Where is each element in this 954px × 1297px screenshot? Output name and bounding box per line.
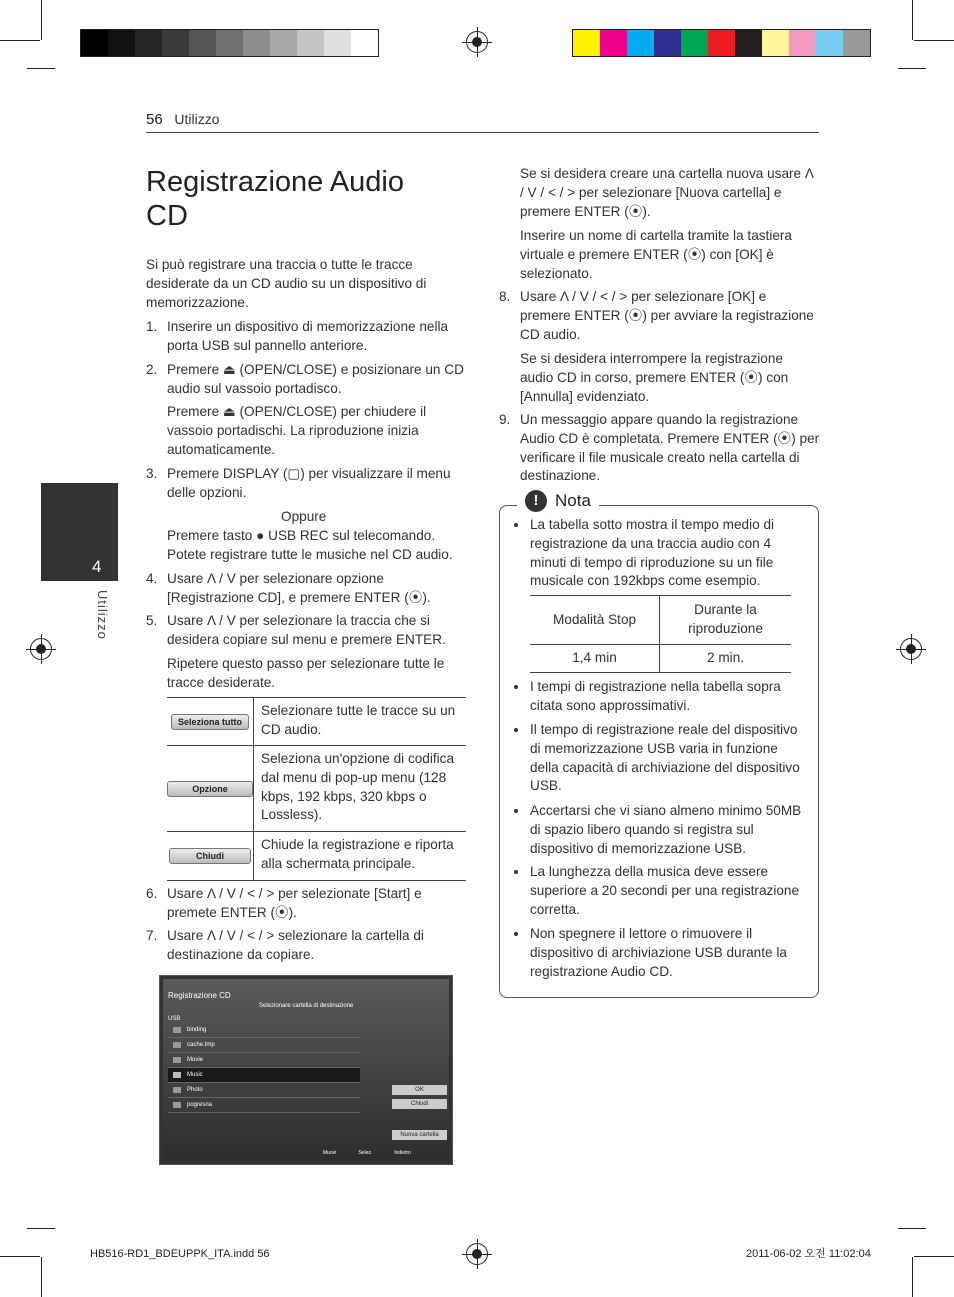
new-folder-button[interactable]: Nuova cartella <box>392 1130 447 1140</box>
screen-root: USB <box>168 1016 181 1022</box>
step-3: 3. Premere DISPLAY (▢) per visualizzare il menu delle opzioni. Oppure Premere tasto ● USB REC sul telecomando. Potete registrare tutte le musiche nel CD audio. <box>146 466 453 562</box>
note-bullet-2: I tempi di registrazione nella tabella sopra citata sono approssimativi. <box>530 679 781 713</box>
screen-nav-hints <box>323 1149 411 1158</box>
options-table <box>167 697 466 881</box>
page-number: 56 <box>146 111 163 128</box>
nav-move: Muovi <box>323 1150 337 1156</box>
note-bullet-4: Accertarsi che vi siano almeno minimo 50MB di spazio libero quando si registra sul dispositivo di memorizzazione USB. <box>530 803 802 856</box>
screen-close-button[interactable]: Chiudi <box>392 1099 447 1109</box>
table-row: Chiudi Chiude la registrazione e riporta alla schermata principale. <box>167 832 466 881</box>
list-item[interactable]: Photo <box>168 1083 360 1098</box>
page-header <box>146 110 219 130</box>
close-button[interactable]: Chiudi <box>169 848 251 864</box>
list-item-selected[interactable]: Music <box>168 1068 360 1083</box>
note-bullet-5: La lunghezza della musica deve essere superiore a 20 secondi per una registrazione corretta. <box>530 864 800 917</box>
table-row: Opzione Seleziona un'opzione di codifica dal menu di pop-up menu (128 kbps, 192 kbps, 320 kbps o Lossless). <box>167 746 466 832</box>
step-2: 2. Premere ⏏ (OPEN/CLOSE) e posizionare un CD audio sul vassoio portadisco. Premere ⏏ (OPEN/CLOSE) per chiudere il vassoio portadischi. La riproduzione inizia automaticamente. <box>146 362 464 457</box>
intro-text: Si può registrare una traccia o tutte le tracce desiderate da un CD audio su un dispositivo di memorizzazione. <box>146 257 427 310</box>
recording-time-table: Modalità Stop Durante la riproduzione 1,4 min 2 min. <box>530 595 791 673</box>
exclamation-icon: ! <box>525 490 547 512</box>
list-item[interactable]: binding <box>168 1023 360 1038</box>
note-bullet-6: Non spegnere il lettore o rimuovere il dispositivo di archiviazione USB durante la registrazione Audio CD. <box>530 926 787 979</box>
note-label: Nota <box>555 490 591 510</box>
page-title: Registrazione Audio CD <box>146 166 404 232</box>
screen-subtitle: Selezionare cartella di destinazione <box>259 1003 354 1009</box>
step-6: 6. Usare Λ / V / < / > per selezionate [Start] e premete ENTER (⦿). <box>146 886 422 920</box>
note-bullet-3: Il tempo di registrazione reale del dispositivo di memorizzazione USB varia in funzione della capacità di archiviazione del dispositivo USB. <box>530 722 800 794</box>
step-4: 4. Usare Λ / V per selezionare opzione [Registrazione CD], e premere ENTER (⦿). <box>146 571 431 605</box>
screen-title: Registrazione CD <box>168 991 231 1000</box>
footer-file: HB516-RD1_BDEUPPK_ITA.indd 56 <box>90 1248 270 1260</box>
step-5: 5. Usare Λ / V per selezionare la traccia che si desidera copiare sul menu e premere ENTER. Ripetere questo passo per selezionare tutte le tracce desiderate. <box>146 613 446 690</box>
footer-date: 2011-06-02 오전 11:02:04 <box>746 1248 871 1260</box>
step-8: 8. Usare Λ / V / < / > per selezionare [OK] e premere ENTER (⦿) per avviare la registrazione CD audio. Se si desidera interrompere la registrazione audio CD in corso, premere ENTER (⦿) con [Annulla] evidenziato. <box>499 289 814 404</box>
step-7: 7. Usare Λ / V / < / > selezionare la cartella di destinazione da copiare. <box>146 928 424 962</box>
registration-mark-bottom <box>466 1243 488 1265</box>
select-all-button[interactable]: Seleziona tutto <box>171 714 249 730</box>
folder-list <box>168 1023 360 1113</box>
recording-screen-image <box>159 975 453 1165</box>
nav-back: Indietro <box>394 1150 411 1156</box>
chapter-number: 4 <box>92 557 102 576</box>
registration-mark-right <box>900 638 922 660</box>
color-bar <box>572 29 871 57</box>
chapter-tab <box>41 483 118 581</box>
grayscale-bar <box>80 29 379 57</box>
nav-select: Selez. <box>358 1150 373 1156</box>
registration-mark-top <box>466 31 488 53</box>
list-item[interactable]: pogresna <box>168 1098 360 1113</box>
step-1: 1. Inserire un dispositivo di memorizzazione nella porta USB sul pannello anteriore. <box>146 319 449 353</box>
section-name: Utilizzo <box>174 111 220 127</box>
note-header <box>517 490 599 512</box>
step-9: 9. Un messaggio appare quando la registrazione Audio CD è completata. Premere ENTER (⦿) per verificare il file musicale creato nella cartella di destinazione. <box>499 412 820 484</box>
list-item[interactable]: Movie <box>168 1053 360 1068</box>
list-item[interactable]: cache.tmp <box>168 1038 360 1053</box>
registration-mark-left <box>30 638 52 660</box>
table-row: Seleziona tutto Selezionare tutte le tracce su un CD audio. <box>167 698 466 746</box>
option-button[interactable]: Opzione <box>167 781 253 797</box>
ok-button[interactable]: OK <box>392 1085 447 1095</box>
header-rule <box>146 132 819 133</box>
step-7-continued: Se si desidera creare una cartella nuova usare Λ / V / < / > per selezionare [Nuova cartella] e premere ENTER (⦿). Inserire un nome di cartella tramite la tastiera virtuale e premere ENTER (⦿) con [OK] è selezionato. <box>520 166 814 281</box>
chapter-label: Utilizzo <box>94 590 110 640</box>
note-bullet-1: La tabella sotto mostra il tempo medio di registrazione da una traccia audio con 4 minuti di tempo di riproduzione su un file musicale con 192kbps come esempio. <box>530 517 775 589</box>
